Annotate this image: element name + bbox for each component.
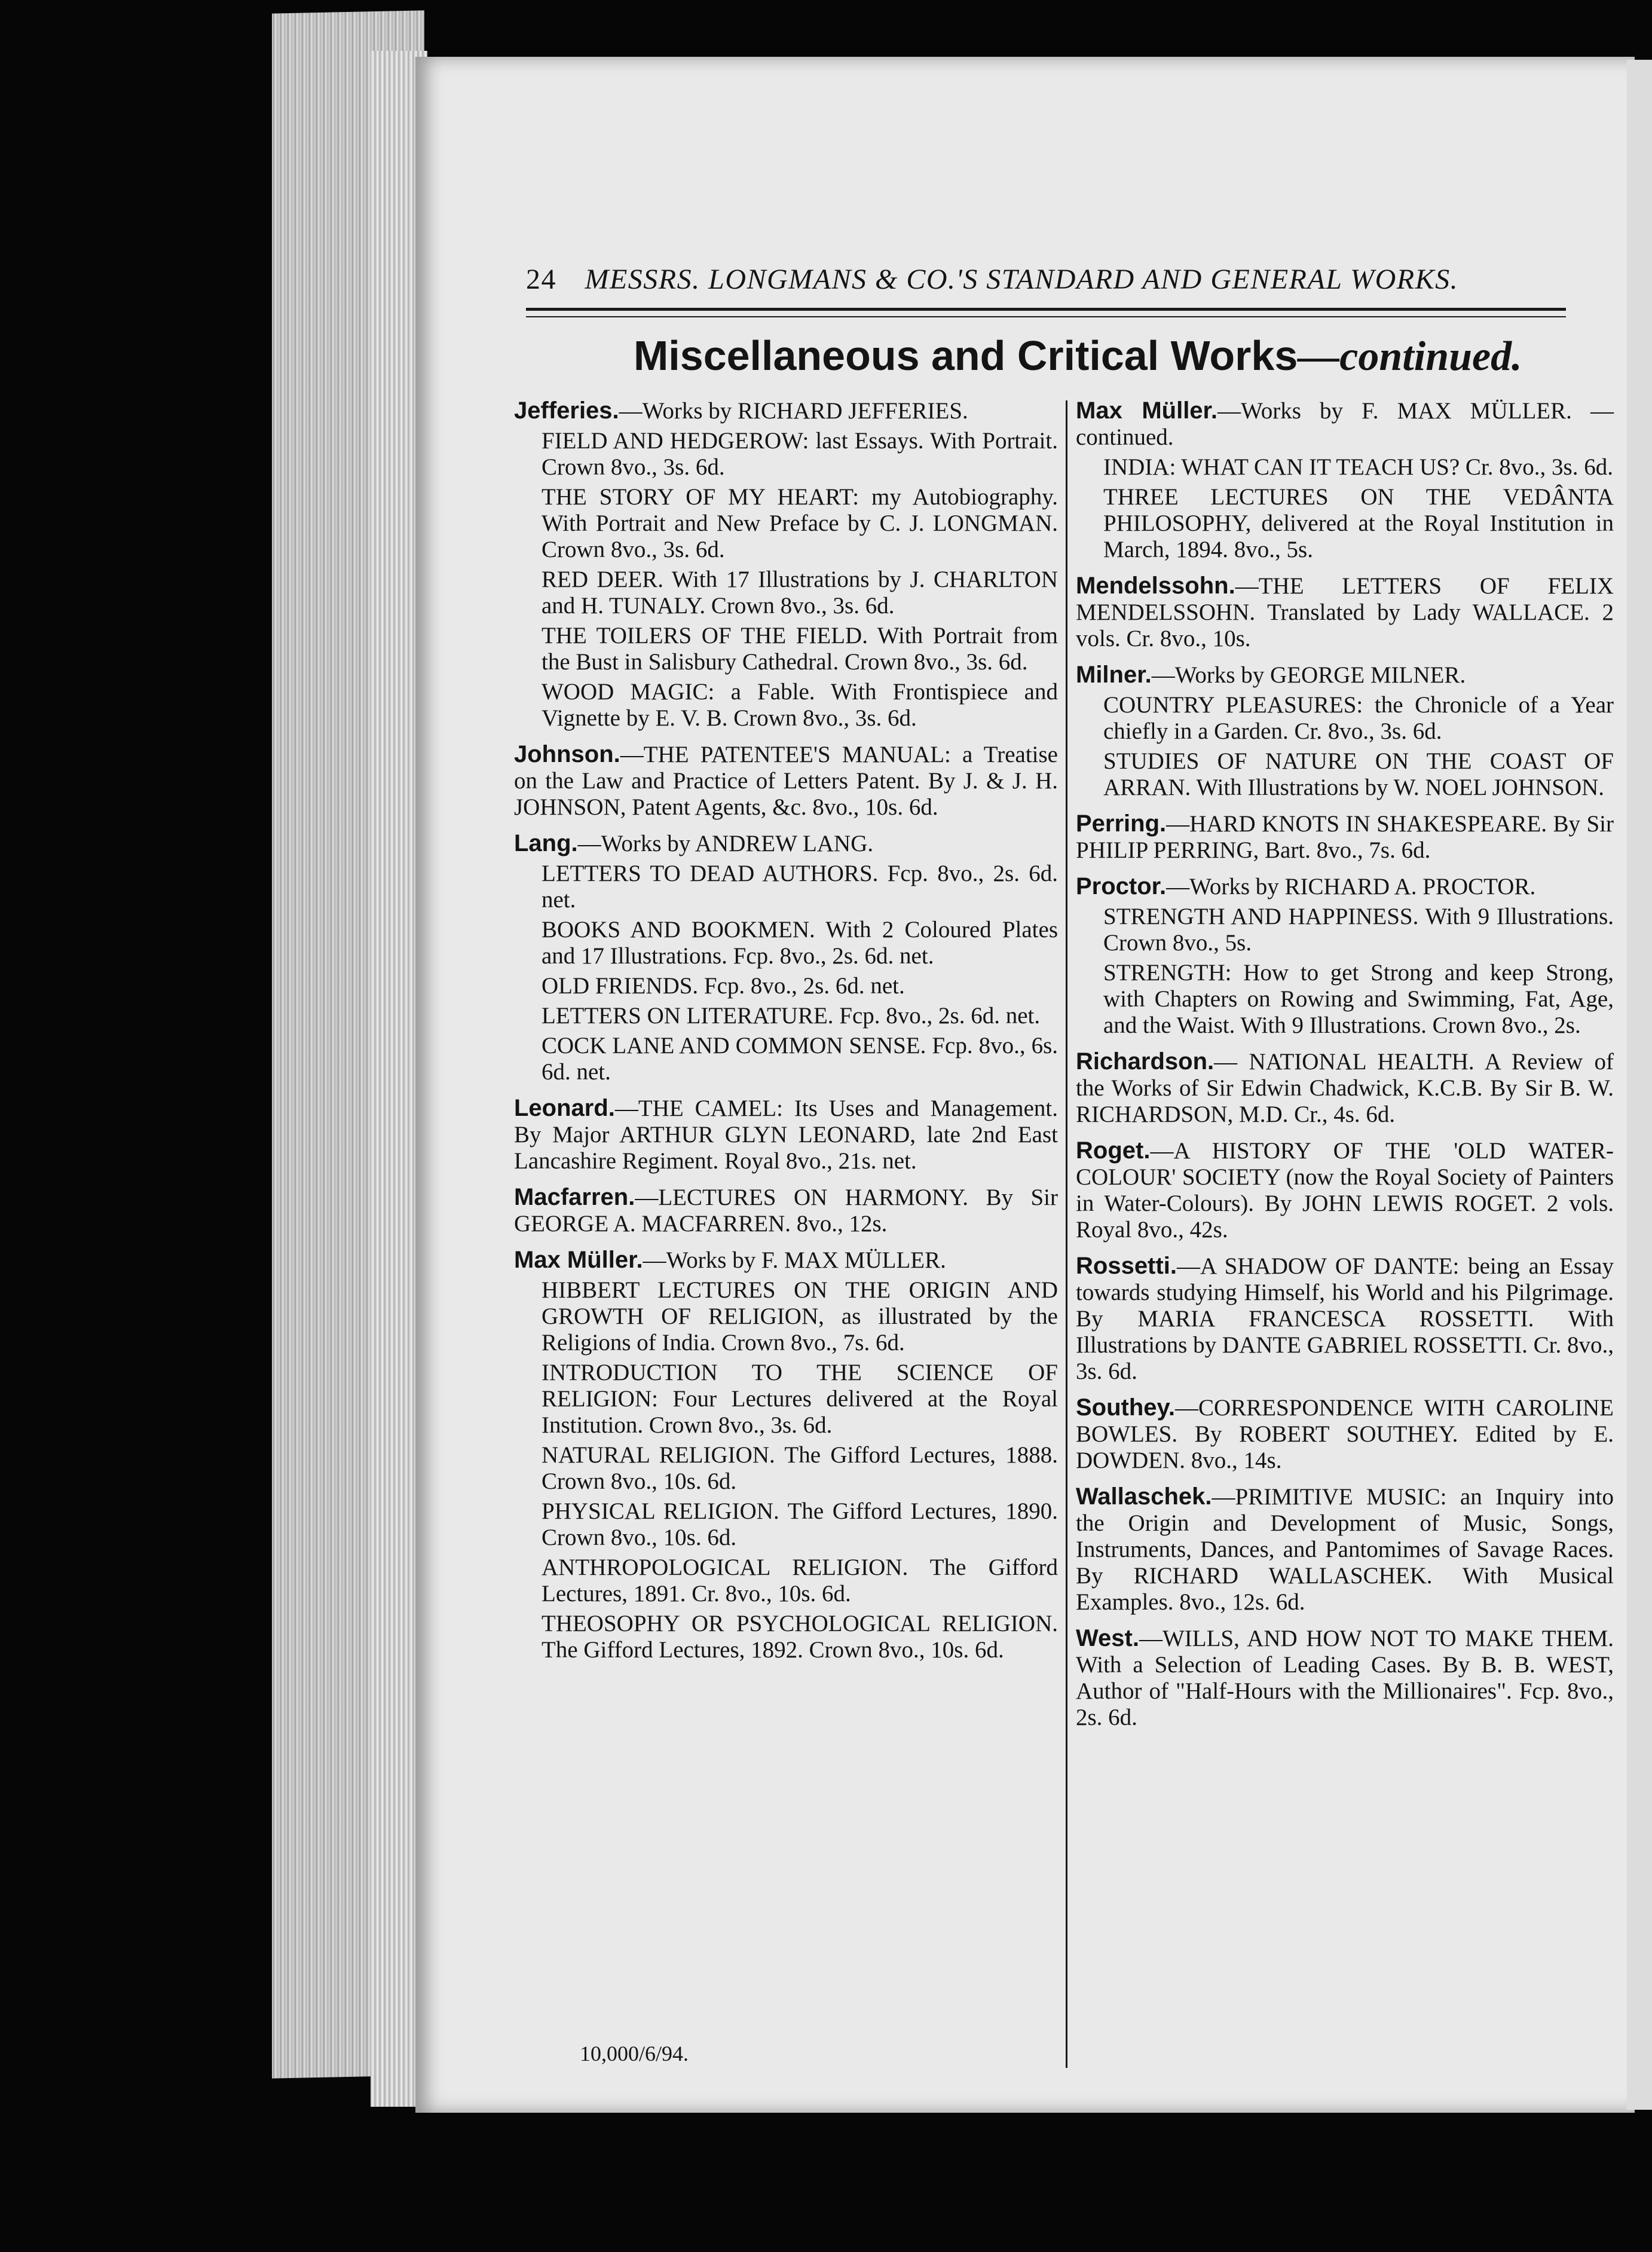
entry-description: —WILLS, AND HOW NOT TO MAKE THEM. With a Selection of Leading Cases. By B. B. WEST, Author of "Half-Hours with the Millionaires". Fcp. 8vo., 2s. 6d.	[1076, 1626, 1614, 1730]
entry-description: — NATIONAL HEALTH. A Review of the Works of Sir Edwin Chadwick, K.C.B. By Sir B. W. RICHARDSON, M.D. Cr., 4s. 6d.	[1076, 1049, 1614, 1127]
section-continued: —continued.	[1298, 333, 1522, 380]
entry-description: —Works by RICHARD JEFFERIES.	[619, 398, 968, 424]
catalogue-entry	[514, 1247, 1058, 1663]
catalogue-entry	[514, 1095, 1058, 1174]
author-name: Proctor.	[1076, 873, 1167, 899]
entry-heading	[1076, 1048, 1614, 1128]
catalogue-entry	[1076, 397, 1614, 563]
author-name: Rossetti.	[1076, 1253, 1177, 1279]
entry-description: —LECTURES ON HARMONY. By Sir GEORGE A. MACFARREN. 8vo., 12s.	[514, 1185, 1058, 1237]
author-name: Richardson.	[1076, 1048, 1214, 1075]
entry-description: —PRIMITIVE MUSIC: an Inquiry into the Origin and Development of Music, Songs, Instruments, Dances, and Pantomimes of Savage Races. By RICHARD WALLASCHEK. With Musical Examples. 8vo., 12s. 6d.	[1076, 1484, 1614, 1615]
running-title: MESSRS. LONGMANS & CO.'S STANDARD AND GENERAL WORKS.	[585, 264, 1459, 295]
entry-heading	[1076, 397, 1614, 451]
entry-description: —Works by GEORGE MILNER.	[1151, 662, 1466, 688]
author-name: Max Müller.	[1076, 397, 1218, 424]
entry-description: —THE LETTERS OF FELIX MENDELSSOHN. Translated by Lady WALLACE. 2 vols. Cr. 8vo., 10s.	[1076, 573, 1614, 651]
work-listing: COCK LANE AND COMMON SENSE. Fcp. 8vo., 6s. 6d. net.	[542, 1033, 1058, 1085]
catalogue-entry	[514, 1184, 1058, 1237]
author-name: Milner.	[1076, 662, 1152, 688]
author-name: Leonard.	[514, 1095, 615, 1121]
entry-description: —A HISTORY OF THE 'OLD WATER-COLOUR' SOCIETY (now the Royal Society of Painters in Water-Colours). By JOHN LEWIS ROGET. 2 vols. Royal 8vo., 42s.	[1076, 1138, 1614, 1243]
entry-heading	[514, 1095, 1058, 1174]
section-title-text: Miscellaneous and Critical Works	[634, 332, 1298, 379]
catalogue-entry	[1076, 873, 1614, 1039]
work-listing: THEOSOPHY OR PSYCHOLOGICAL RELIGION. The Gifford Lectures, 1892. Crown 8vo., 10s. 6d.	[542, 1611, 1058, 1663]
entry-description: —Works by F. MAX MÜLLER. —continued.	[1076, 398, 1614, 450]
catalogue-entry	[1076, 1253, 1614, 1385]
work-listing: COUNTRY PLEASURES: the Chronicle of a Year chiefly in a Garden. Cr. 8vo., 3s. 6d.	[1103, 692, 1614, 744]
work-listing: THREE LECTURES ON THE VEDÂNTA PHILOSOPHY, delivered at the Royal Institution in March, 1894. 8vo., 5s.	[1103, 484, 1614, 562]
author-name: Macfarren.	[514, 1184, 635, 1210]
header-rule-thin	[526, 316, 1566, 317]
entry-heading	[1076, 1625, 1614, 1731]
work-listing: FIELD AND HEDGEROW: last Essays. With Portrait. Crown 8vo., 3s. 6d.	[542, 428, 1058, 480]
work-listing: BOOKS AND BOOKMEN. With 2 Coloured Plates and 17 Illustrations. Fcp. 8vo., 2s. 6d. net.	[542, 917, 1058, 969]
entry-heading	[514, 397, 1058, 424]
work-listing: ANTHROPOLOGICAL RELIGION. The Gifford Lectures, 1891. Cr. 8vo., 10s. 6d.	[542, 1555, 1058, 1607]
work-listing: STUDIES OF NATURE ON THE COAST OF ARRAN. With Illustrations by W. NOEL JOHNSON.	[1103, 748, 1614, 800]
work-listing: INTRODUCTION TO THE SCIENCE OF RELIGION: Four Lectures delivered at the Royal Institution. Crown 8vo., 3s. 6d.	[542, 1360, 1058, 1438]
author-name: Wallaschek.	[1076, 1483, 1212, 1510]
entry-heading	[1076, 573, 1614, 652]
left-column	[514, 397, 1058, 1673]
author-name: Perring.	[1076, 810, 1167, 837]
catalogue-entry	[1076, 1048, 1614, 1128]
catalogue-entry	[514, 830, 1058, 1085]
catalogue-entry	[514, 741, 1058, 821]
work-listing: RED DEER. With 17 Illustrations by J. CHARLTON and H. TUNALY. Crown 8vo., 3s. 6d.	[542, 567, 1058, 619]
author-name: Jefferies.	[514, 397, 619, 424]
entry-heading	[1076, 1483, 1614, 1615]
catalogue-entry	[514, 397, 1058, 732]
entry-description: —A SHADOW OF DANTE: being an Essay towards studying Himself, his World and his Pilgrimage. By MARIA FRANCESCA ROSSETTI. With Illustrations by DANTE GABRIEL ROSSETTI. Cr. 8vo., 3s. 6d.	[1076, 1253, 1614, 1384]
entry-heading	[514, 830, 1058, 857]
work-listing: LETTERS ON LITERATURE. Fcp. 8vo., 2s. 6d. net.	[542, 1003, 1041, 1029]
work-listing: THE STORY OF MY HEART: my Autobiography. With Portrait and New Preface by C. J. LONGMAN. Crown 8vo., 3s. 6d.	[542, 484, 1058, 562]
section-title	[634, 332, 1522, 381]
facing-page-edge	[1627, 60, 1652, 2110]
author-name: Roget.	[1076, 1137, 1151, 1164]
catalogue-entry	[1076, 810, 1614, 864]
work-listing: STRENGTH: How to get Strong and keep Strong, with Chapters on Rowing and Swimming, Fat, Age, and the Waist. With 9 Illustrations. Crown 8vo., 2s.	[1103, 960, 1614, 1038]
entry-description: —THE PATENTEE'S MANUAL: a Treatise on the Law and Practice of Letters Patent. By J. & J. H. JOHNSON, Patent Agents, &c. 8vo., 10s. 6d.	[514, 742, 1058, 820]
work-listing: OLD FRIENDS. Fcp. 8vo., 2s. 6d. net.	[542, 973, 905, 999]
catalogue-entry	[1076, 1483, 1614, 1615]
author-name: Johnson.	[514, 741, 620, 767]
right-column	[1076, 397, 1614, 1740]
entry-heading	[514, 1247, 1058, 1274]
work-listing: WOOD MAGIC: a Fable. With Frontispiece and Vignette by E. V. B. Crown 8vo., 3s. 6d.	[542, 679, 1058, 731]
entry-heading	[1076, 873, 1614, 900]
entry-heading	[514, 1184, 1058, 1237]
catalogue-entry	[1076, 662, 1614, 801]
entry-description: —Works by RICHARD A. PROCTOR.	[1166, 874, 1536, 899]
catalogue-entry	[1076, 573, 1614, 652]
header-rule	[526, 308, 1566, 311]
entry-heading	[1076, 662, 1614, 689]
page-number: 24	[526, 264, 556, 295]
work-listing: STRENGTH AND HAPPINESS. With 9 Illustrations. Crown 8vo., 5s.	[1103, 904, 1614, 956]
author-name: West.	[1076, 1625, 1139, 1651]
entry-heading	[1076, 1394, 1614, 1474]
work-listing: NATURAL RELIGION. The Gifford Lectures, 1888. Crown 8vo., 10s. 6d.	[542, 1442, 1058, 1494]
entry-description: —THE CAMEL: Its Uses and Management. By Major ARTHUR GLYN LEONARD, late 2nd East Lancashire Regiment. Royal 8vo., 21s. net.	[514, 1096, 1058, 1174]
work-listing: LETTERS TO DEAD AUTHORS. Fcp. 8vo., 2s. 6d. net.	[542, 861, 1058, 913]
catalogue-entry	[1076, 1137, 1614, 1243]
entry-heading	[1076, 810, 1614, 864]
entry-description: —HARD KNOTS IN SHAKESPEARE. By Sir PHILIP PERRING, Bart. 8vo., 7s. 6d.	[1076, 811, 1614, 863]
entry-description: —Works by ANDREW LANG.	[577, 831, 874, 856]
catalogue-entry	[1076, 1625, 1614, 1731]
catalogue-entry	[1076, 1394, 1614, 1474]
work-listing: INDIA: WHAT CAN IT TEACH US? Cr. 8vo., 3s. 6d.	[1103, 454, 1613, 480]
entry-heading	[1076, 1253, 1614, 1385]
running-header	[526, 263, 1566, 296]
work-listing: THE TOILERS OF THE FIELD. With Portrait from the Bust in Salisbury Cathedral. Crown 8vo., 3s. 6d.	[542, 623, 1058, 675]
work-listing: HIBBERT LECTURES ON THE ORIGIN AND GROWTH OF RELIGION, as illustrated by the Religions of India. Crown 8vo., 7s. 6d.	[542, 1277, 1058, 1356]
author-name: Mendelssohn.	[1076, 573, 1235, 599]
author-name: Lang.	[514, 830, 578, 856]
column-divider	[1066, 400, 1067, 2068]
entry-description: —CORRESPONDENCE WITH CAROLINE BOWLES. By ROBERT SOUTHEY. Edited by E. DOWDEN. 8vo., 14s.	[1076, 1395, 1614, 1473]
entry-description: —Works by F. MAX MÜLLER.	[643, 1247, 946, 1273]
author-name: Max Müller.	[514, 1247, 643, 1273]
entry-heading	[1076, 1137, 1614, 1243]
entry-heading	[514, 741, 1058, 821]
print-code: 10,000/6/94.	[580, 2042, 689, 2066]
author-name: Southey.	[1076, 1394, 1175, 1421]
work-listing: PHYSICAL RELIGION. The Gifford Lectures, 1890. Crown 8vo., 10s. 6d.	[542, 1498, 1058, 1550]
